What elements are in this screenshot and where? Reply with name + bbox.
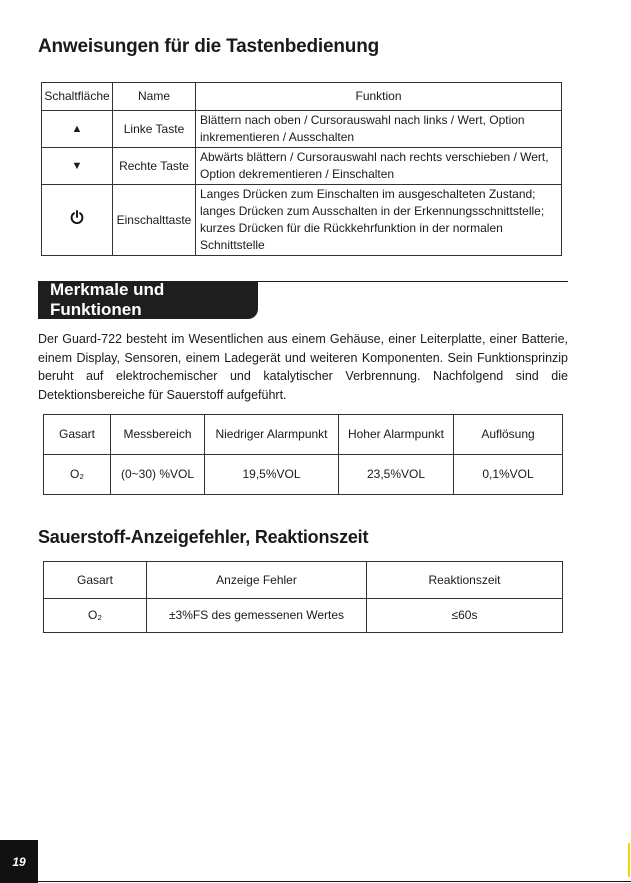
up-triangle-icon: ▲ [71, 123, 83, 135]
header-name: Name [113, 83, 196, 111]
table-header-row [42, 83, 562, 111]
cell-low-alarm: 19,5%VOL [205, 455, 339, 495]
header-button: Schaltfläche [42, 83, 113, 111]
down-triangle-icon: ▼ [71, 160, 83, 172]
key-name: Linke Taste [113, 111, 196, 148]
cell-measuring-range: (0~30) %VOL [111, 455, 205, 495]
header-resolution: Auflösung [454, 415, 563, 455]
page-number: 19 [0, 840, 38, 883]
footer-divider [38, 881, 631, 882]
oxygen-error-table [43, 561, 563, 633]
key-name: Einschalttaste [113, 185, 196, 256]
header-function: Funktion [196, 83, 562, 111]
cell-display-error: ±3%FS des gemessenen Wertes [147, 599, 367, 633]
key-function: Blättern nach oben / Cursorauswahl nach links / Wert, Option inkrementieren / Ausschalten [196, 111, 562, 148]
table-header-row [44, 562, 563, 599]
description-paragraph: Der Guard-722 besteht im Wesentlichen aus einem Gehäuse, einer Leiterplatte, einer Batterie, einem Display, Sensoren, einem Ladegerät und weiteren Komponenten. Sein Funktionsprinzip beruht auf elektrochemischer und katalytischer Verbrennung. Nachfolgend sind die Detektionsbereiche für Sauerstoff aufgeführt. [38, 332, 568, 402]
key-function: Abwärts blättern / Cursorauswahl nach rechts verschieben / Wert, Option dekrementieren / Einschalten [196, 148, 562, 185]
cell-gas-type: O₂ [44, 455, 111, 495]
cell-high-alarm: 23,5%VOL [339, 455, 454, 495]
table-row [42, 111, 562, 148]
table-row [44, 599, 563, 633]
table-header-row [44, 415, 563, 455]
header-gas-type: Gasart [44, 415, 111, 455]
cell-gas-type: O₂ [44, 599, 147, 633]
table-row [42, 148, 562, 185]
header-gas-type: Gasart [44, 562, 147, 599]
cell-resolution: 0,1%VOL [454, 455, 563, 495]
table-row [44, 455, 563, 495]
edge-mark [628, 843, 630, 877]
table-row [42, 185, 562, 256]
button-cell [42, 185, 113, 256]
section-title-key-operation: Anweisungen für die Tastenbedienung [38, 36, 380, 57]
header-display-error: Anzeige Fehler [147, 562, 367, 599]
button-cell [42, 148, 113, 185]
power-icon [70, 210, 84, 225]
header-measuring-range: Messbereich [111, 415, 205, 455]
header-response-time: Reaktionszeit [367, 562, 563, 599]
key-operation-table [41, 82, 562, 256]
detection-range-table [43, 414, 563, 495]
header-low-alarm: Niedriger Alarmpunkt [205, 415, 339, 455]
key-name: Rechte Taste [113, 148, 196, 185]
button-cell [42, 111, 113, 148]
header-high-alarm: Hoher Alarmpunkt [339, 415, 454, 455]
cell-response-time: ≤60s [367, 599, 563, 633]
section-banner-features: Merkmale und Funktionen [38, 281, 258, 319]
key-function: Langes Drücken zum Einschalten im ausgeschalteten Zustand; langes Drücken zum Ausschalten in der Erkennungsschnittstelle; kurzes Drücken für die Rückkehrfunktion in der normalen Schnittstelle [196, 185, 562, 256]
section-title-oxygen-error: Sauerstoff-Anzeigefehler, Reaktionszeit [38, 527, 369, 547]
